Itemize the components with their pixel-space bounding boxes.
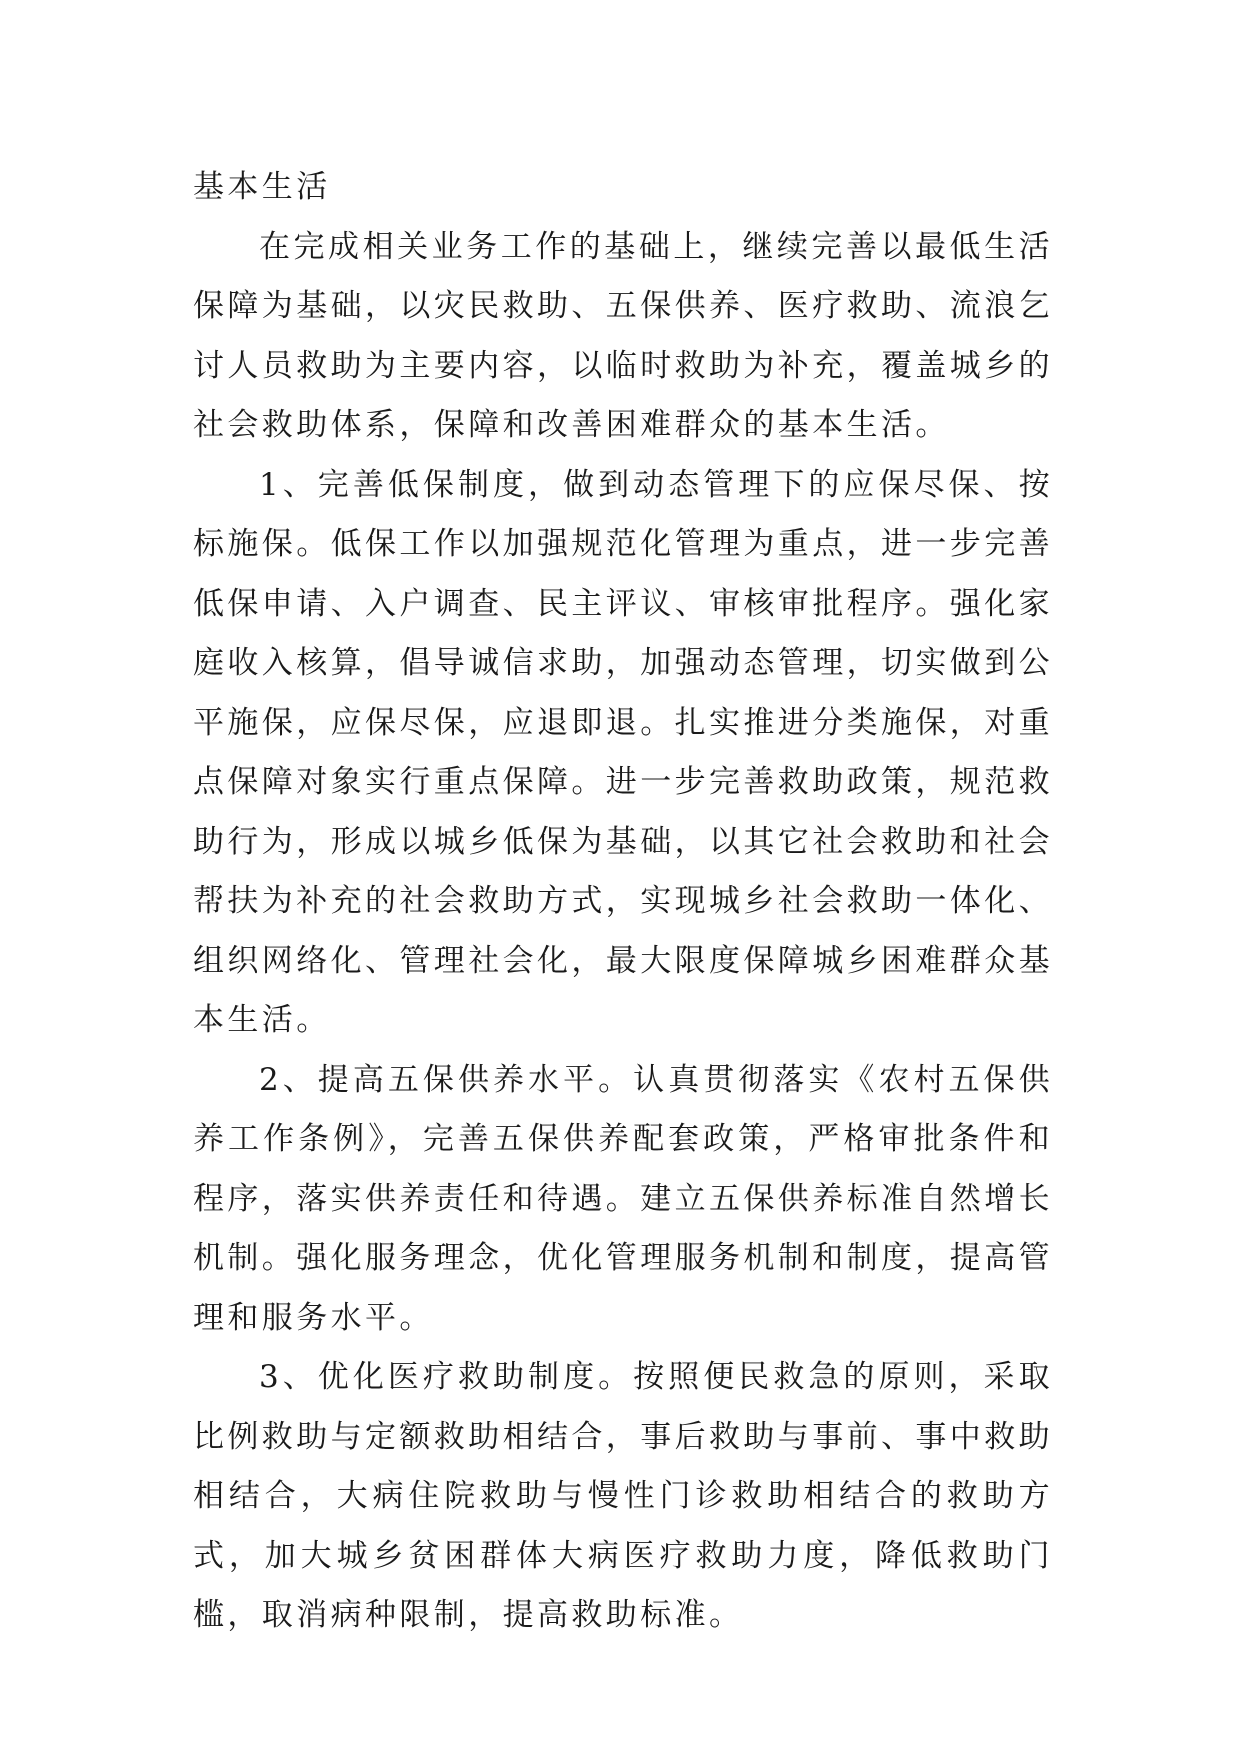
- document-body: [193, 158, 1053, 1646]
- paragraph-item-1: 1、完善低保制度，做到动态管理下的应保尽保、按标施保。低保工作以加强规范化管理为重点，进一步完善低保申请、入户调查、民主评议、审核审批程序。强化家庭收入核算，倡导诚信求助，加强动态管理，切实做到公平施保，应保尽保，应退即退。扎实推进分类施保，对重点保障对象实行重点保障。进一步完善救助政策，规范救助行为，形成以城乡低保为基础，以其它社会救助和社会帮扶为补充的社会救助方式，实现城乡社会救助一体化、组织网络化、管理社会化，最大限度保障城乡困难群众基本生活。: [193, 466, 1053, 1038]
- paragraph-continuation: 基本生活: [193, 169, 331, 205]
- paragraph-intro: 在完成相关业务工作的基础上，继续完善以最低生活保障为基础，以灾民救助、五保供养、医疗救助、流浪乞讨人员救助为主要内容，以临时救助为补充，覆盖城乡的社会救助体系，保障和改善困难群众的基本生活。: [193, 228, 1053, 443]
- paragraph-item-2: 2、提高五保供养水平。认真贯彻落实《农村五保供养工作条例》，完善五保供养配套政策，严格审批条件和程序，落实供养责任和待遇。建立五保供养标准自然增长机制。强化服务理念，优化管理服务机制和制度，提高管理和服务水平。: [193, 1061, 1053, 1336]
- paragraph-item-3: 3、优化医疗救助制度。按照便民救急的原则，采取比例救助与定额救助相结合，事后救助与事前、事中救助相结合，大病住院救助与慢性门诊救助相结合的救助方式，加大城乡贫困群体大病医疗救助力度，降低救助门槛，取消病种限制，提高救助标准。: [193, 1359, 1053, 1633]
